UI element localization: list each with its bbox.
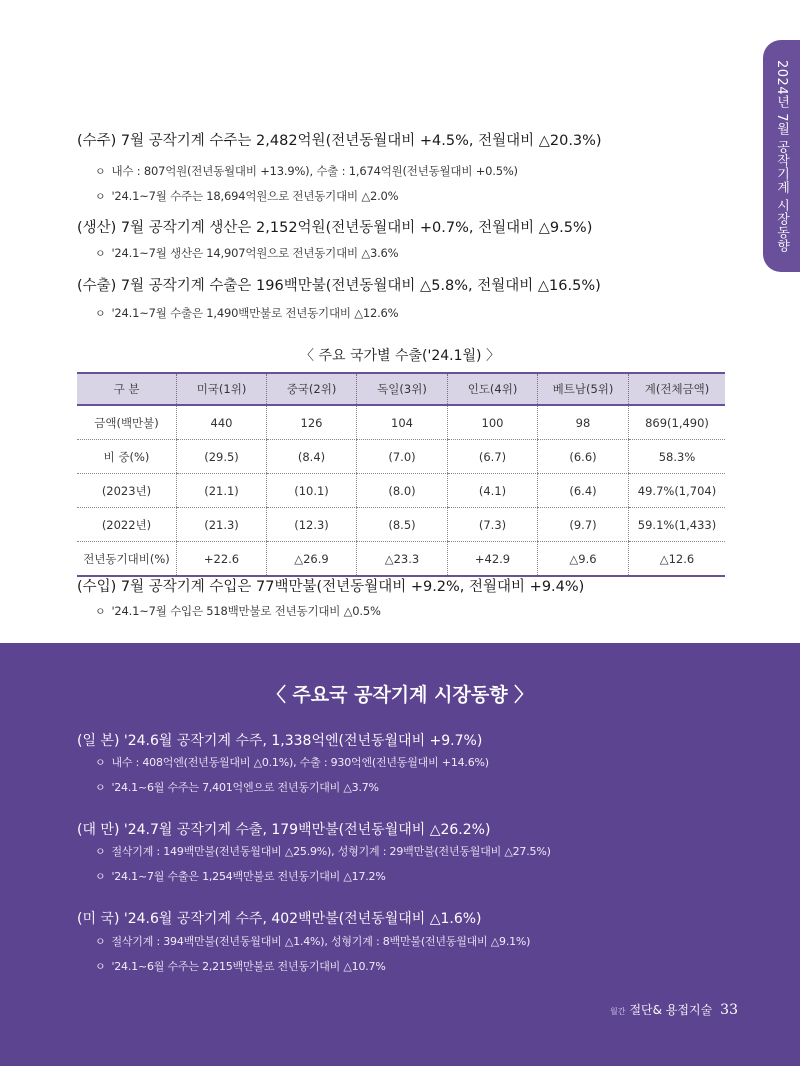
table-cell: 전년동기대비(%) (77, 542, 177, 577)
page-number: 33 (720, 1002, 738, 1018)
table-row (77, 542, 725, 577)
table-cell: (2023년) (77, 474, 177, 508)
japan-bullet-2: ㅇ '24.1~6월 수주는 7,401억엔으로 전년동기대비 △3.7% (95, 781, 379, 794)
table-cell: (8.0) (357, 474, 448, 508)
table-cell: 비 중(%) (77, 440, 177, 474)
table-cell: (10.1) (267, 474, 357, 508)
table-cell: △9.6 (538, 542, 629, 577)
bullet-icon: ㅇ (95, 165, 106, 178)
bullet-icon: ㅇ (95, 781, 106, 794)
table-cell: (6.7) (448, 440, 538, 474)
table-cell: 104 (357, 405, 448, 440)
production-heading: (생산) 7월 공작기계 생산은 2,152억원(전년동월대비 +0.7%, 전월대비 △9.5%) (77, 220, 593, 236)
footer-monthly-label: 월간 (609, 1007, 626, 1016)
table-cell: (8.4) (267, 440, 357, 474)
bullet-icon: ㅇ (95, 845, 106, 858)
bullet-icon: ㅇ (95, 870, 106, 883)
table-header-cell: 베트남(5위) (538, 373, 629, 405)
table-cell: (7.0) (357, 440, 448, 474)
table-cell: (6.6) (538, 440, 629, 474)
japan-heading: (일 본) '24.6월 공작기계 수주, 1,338억엔(전년동월대비 +9.7%) (77, 733, 483, 749)
table-header-cell: 구 분 (77, 373, 177, 405)
table-cell: 100 (448, 405, 538, 440)
export-by-country-table (77, 372, 725, 577)
usa-heading: (미 국) '24.6월 공작기계 수주, 402백만불(전년동월대비 △1.6%) (77, 911, 482, 927)
page-footer (610, 1001, 738, 1018)
table-cell: (6.4) (538, 474, 629, 508)
market-section-title: 〈 주요국 공작기계 시장동향 〉 (266, 684, 534, 706)
table-cell: 126 (267, 405, 357, 440)
import-heading: (수입) 7월 공작기계 수입은 77백만불(전년동월대비 +9.2%, 전월대비 +9.4%) (77, 579, 585, 595)
table-cell: (7.3) (448, 508, 538, 542)
table-cell: (8.5) (357, 508, 448, 542)
table-header-row (77, 373, 725, 405)
table-cell: (4.1) (448, 474, 538, 508)
table-row (77, 440, 725, 474)
table-cell: (9.7) (538, 508, 629, 542)
bullet-icon: ㅇ (95, 960, 106, 973)
table-cell: 440 (177, 405, 267, 440)
table-cell: △12.6 (629, 542, 726, 577)
table-cell: △23.3 (357, 542, 448, 577)
table-cell: (21.3) (177, 508, 267, 542)
bullet-icon: ㅇ (95, 247, 106, 260)
order-bullet-1: ㅇ 내수 : 807억원(전년동월대비 +13.9%), 수출 : 1,674억원(전년동월대비 +0.5%) (95, 164, 518, 178)
taiwan-bullet-1: ㅇ 절삭기계 : 149백만불(전년동월대비 △25.9%), 성형기계 : 29백만불(전년동월대비 △27.5%) (95, 845, 551, 858)
side-tab (763, 40, 800, 272)
table-cell: 금액(백만불) (77, 405, 177, 440)
table-cell: (2022년) (77, 508, 177, 542)
usa-bullet-1: ㅇ 절삭기계 : 394백만불(전년동월대비 △1.4%), 성형기계 : 8백만불(전년동월대비 △9.1%) (95, 935, 531, 948)
usa-bullet-2: ㅇ '24.1~6월 수주는 2,215백만불로 전년동기대비 △10.7% (95, 960, 386, 973)
table-cell: (21.1) (177, 474, 267, 508)
table-header-cell: 독일(3위) (357, 373, 448, 405)
table-cell: 58.3% (629, 440, 726, 474)
table-cell: 59.1%(1,433) (629, 508, 726, 542)
import-bullet-1: ㅇ '24.1~7월 수입은 518백만불로 전년동기대비 △0.5% (95, 604, 381, 618)
table-cell: △26.9 (267, 542, 357, 577)
order-heading: (수주) 7월 공작기계 수주는 2,482억원(전년동월대비 +4.5%, 전월대비 △20.3%) (77, 133, 602, 149)
bullet-icon: ㅇ (95, 190, 106, 203)
order-bullet-2: ㅇ '24.1~7월 수주는 18,694억원으로 전년동기대비 △2.0% (95, 189, 399, 203)
table-cell: 49.7%(1,704) (629, 474, 726, 508)
table-cell: +22.6 (177, 542, 267, 577)
table-cell: 869(1,490) (629, 405, 726, 440)
table-cell: (29.5) (177, 440, 267, 474)
table-header-cell: 계(전체금액) (629, 373, 726, 405)
table-row (77, 474, 725, 508)
production-bullet-1: ㅇ '24.1~7월 생산은 14,907억원으로 전년동기대비 △3.6% (95, 246, 399, 260)
side-tab-label: 2024년 7월 공작기계 시장동향 (774, 59, 789, 253)
bullet-icon: ㅇ (95, 756, 106, 769)
table-header-cell: 중국(2위) (267, 373, 357, 405)
export-heading: (수출) 7월 공작기계 수출은 196백만불(전년동월대비 △5.8%, 전월대비 △16.5%) (77, 278, 601, 294)
table-cell: +42.9 (448, 542, 538, 577)
japan-bullet-1: ㅇ 내수 : 408억엔(전년동월대비 △0.1%), 수출 : 930억엔(전년동월대비 +14.6%) (95, 756, 489, 769)
bullet-icon: ㅇ (95, 307, 106, 320)
bullet-icon: ㅇ (95, 935, 106, 948)
table-header-cell: 인도(4위) (448, 373, 538, 405)
export-bullet-1: ㅇ '24.1~7월 수출은 1,490백만불로 전년동기대비 △12.6% (95, 306, 399, 320)
footer-magazine-name: 절단& 용접지술 (629, 1003, 713, 1017)
table-cell: 98 (538, 405, 629, 440)
table-caption: 〈 주요 국가별 수출('24.1월) 〉 (300, 348, 500, 364)
table-header-cell: 미국(1위) (177, 373, 267, 405)
taiwan-bullet-2: ㅇ '24.1~7월 수출은 1,254백만불로 전년동기대비 △17.2% (95, 870, 386, 883)
table-row (77, 508, 725, 542)
taiwan-heading: (대 만) '24.7월 공작기계 수출, 179백만불(전년동월대비 △26.2%) (77, 822, 491, 838)
bullet-icon: ㅇ (95, 605, 106, 618)
table-row (77, 405, 725, 440)
table-cell: (12.3) (267, 508, 357, 542)
